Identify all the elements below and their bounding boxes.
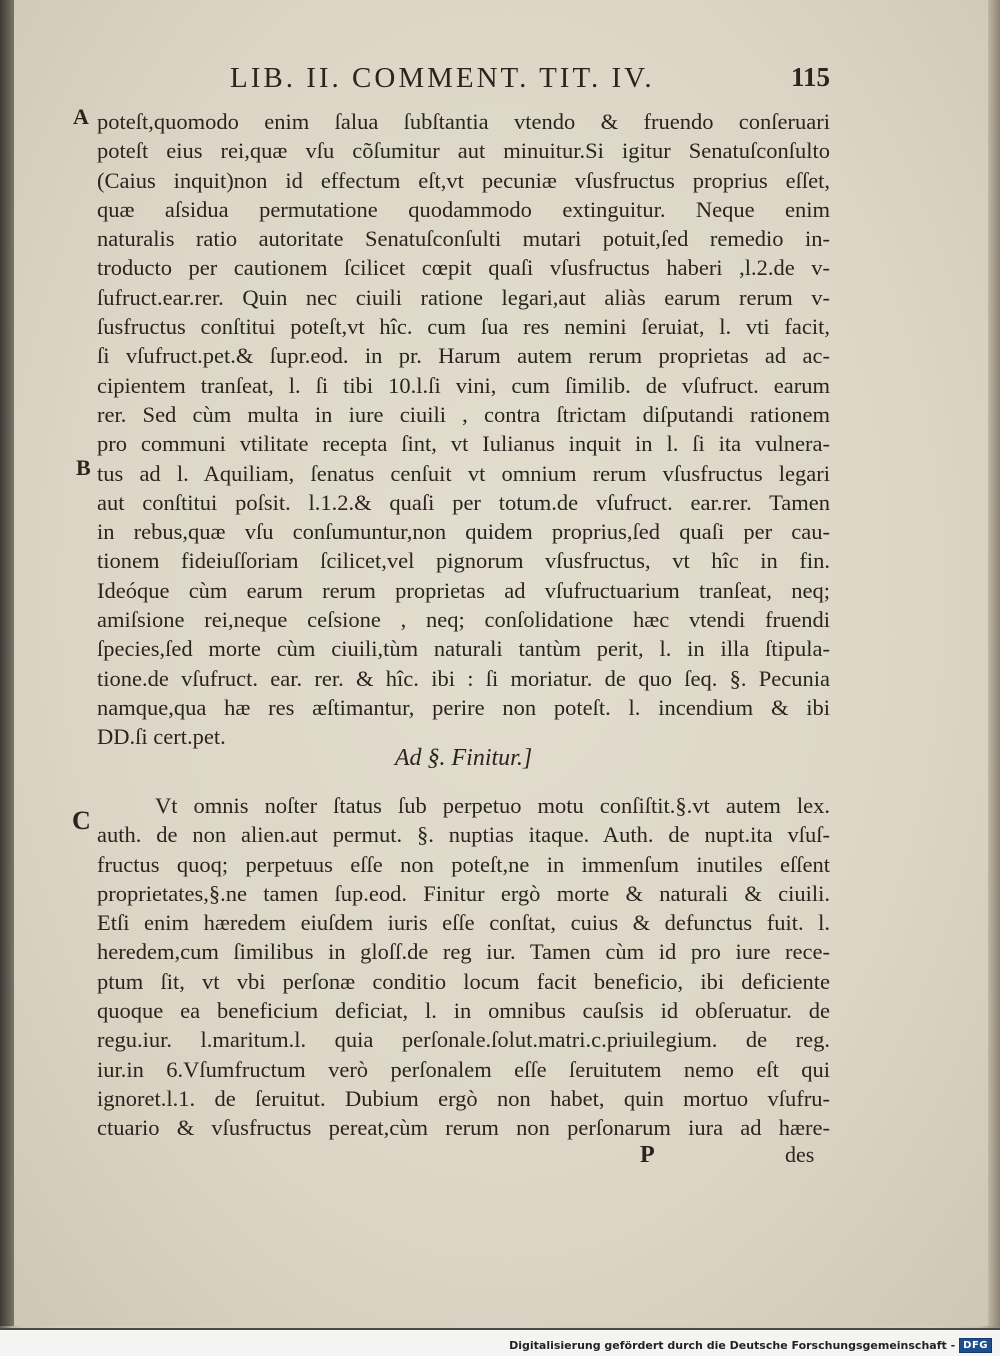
text-line: iur.in 6.Vſumfructum verò perſonalem eſſe ſeruitutem nemo eſt qui (97, 1056, 830, 1082)
text-line: tionem fideiuſſoriam ſcilicet,vel pignorum vſusfructus, vt hîc in fin. (97, 548, 830, 574)
text-line: ſufruct.ear.rer. Quin nec ciuili ratione legari,aut aliàs earum rerum v- (97, 284, 830, 310)
text-line: fructus quoq; perpetuus eſſe non poteſt,ne in immenſum inutiles eſſent (97, 851, 830, 877)
text-line: quæ aſsidua permutatione quodammodo extinguitur. Neque enim (97, 196, 830, 222)
text-line: ctuario & vſusfructus pereat,cùm rerum non perſonarum iura ad hære- (97, 1115, 830, 1141)
paragraph-commentary-1 (97, 107, 830, 752)
text-line: namque,qua hæ res æſtimantur, perire non poteſt. l. incendium & ibi (97, 694, 830, 720)
section-heading: Ad §. Finitur.] (394, 745, 533, 771)
text-line: ſusfructus conſtitui poteſt,vt hîc. cum ſua res nemini ſeruiat, l. vti facit, (97, 314, 830, 340)
text-line: (Caius inquit)non id effectum eſt,vt pecuniæ vſusfructus proprius eſſet, (97, 167, 830, 193)
text-line: aut conſtitui poſsit. l.1.2.& quaſi per totum.de vſufruct. ear.rer. Tamen (97, 489, 830, 515)
running-head: LIB. II. COMMENT. TIT. IV. (230, 62, 655, 94)
text-line: poteſt eius rei,quæ vſu cõſumitur aut minuitur.Si igitur Senatuſconſulto (97, 138, 830, 164)
text-line: ignoret.l.1. de ſeruitut. Dubium ergò non habet, quin mortuo vſufru- (97, 1085, 830, 1111)
page-number: 115 (790, 62, 830, 92)
digitization-footer (509, 1337, 992, 1353)
text-line: Vt omnis noſter ſtatus ſub perpetuo motu conſiſtit.§.vt autem lex. (155, 793, 830, 818)
text-line: heredem,cum ſimilibus in gloſſ.de reg iur. Tamen cùm id pro iure rece- (97, 939, 830, 965)
text-line: poteſt,quomodo enim ſalua ſubſtantia vtendo & fruendo conſeruari (97, 109, 830, 134)
text-line: proprietates,§.ne tamen ſup.eod. Finitur ergò morte & naturali & ciuili. (97, 880, 830, 906)
text-line: quoque ea beneficium deficiat, l. in omnibus cauſsis id obſeruatur. de (97, 998, 830, 1024)
catchword: des (785, 1142, 815, 1167)
text-line: DD.ſi cert.pet. (97, 724, 226, 750)
text-line: cipientem tranſeat, l. ſi tibi 10.l.ſi vini, cum ſimilib. de vſufruct. earum (97, 372, 830, 398)
paragraph-commentary-2 (97, 791, 830, 1143)
text-line: Ideóque cùm earum rerum proprietas ad vſufructuarium tranſeat, neq; (97, 577, 830, 603)
margin-letter-c: C (72, 806, 91, 835)
book-edge-right (988, 0, 1000, 1326)
text-line: tus ad l. Aquiliam, ſenatus cenſuit vt omnium rerum vſusfructus legari (97, 460, 830, 486)
text-line: amiſsione rei,neque ceſsione , neq; conſolidatione hæc vtendi fruendi (97, 607, 830, 633)
text-line: ptum ſit, vt vbi perſonæ conditio locum facit beneficio, ibi deficiente (97, 968, 830, 994)
page-header (230, 62, 830, 102)
margin-letter-a: A (73, 104, 89, 129)
text-line: rer. Sed cùm multa in iure ciuili , contra ſtrictam diſputandi rationem (97, 401, 830, 427)
margin-letter-b: B (76, 455, 91, 480)
text-line: Etſi enim hæredem eiuſdem iuris eſſe conſtat, cuius & defunctus fuit. l. (97, 910, 830, 936)
dfg-logo: DFG (959, 1338, 992, 1353)
text-line: naturalis ratio autoritate Senatuſconſulti mutari potuit,ſed remedio in- (97, 226, 830, 252)
text-line: auth. de non alien.aut permut. §. nuptias itaque. Auth. de nupt.ita vſuſ- (97, 822, 830, 848)
text-line: ſi vſufruct.pet.& ſupr.eod. in pr. Harum autem rerum proprietas ad ac- (97, 343, 830, 369)
footer-credit: Digitalisierung gefördert durch die Deutsche Forschungsgemeinschaft - (509, 1338, 956, 1352)
text-line: tione.de vſufruct. ear. rer. & hîc. ibi : ſi moriatur. de quo ſeq. §. Pecunia (97, 665, 830, 691)
text-line: pro communi vtilitate recepta ſint, vt Iulianus inquit in l. ſi ita vulnera- (97, 431, 830, 457)
text-line: troducto per cautionem ſcilicet cœpit quaſi vſusfructus haberi ,l.2.de v- (97, 255, 830, 281)
text-line: regu.iur. l.maritum.l. quia perſonale.ſolut.matri.c.priuilegium. de reg. (97, 1027, 830, 1053)
signature-mark: P (640, 1142, 655, 1168)
text-line: ſpecies,ſed morte cùm ciuili,tùm naturali tantùm perit, l. in illa ſtipula- (97, 636, 830, 662)
book-edge-left (0, 0, 14, 1326)
text-line: in rebus,quæ vſu conſumuntur,non quidem proprius,ſed quaſi per cau- (97, 519, 830, 545)
